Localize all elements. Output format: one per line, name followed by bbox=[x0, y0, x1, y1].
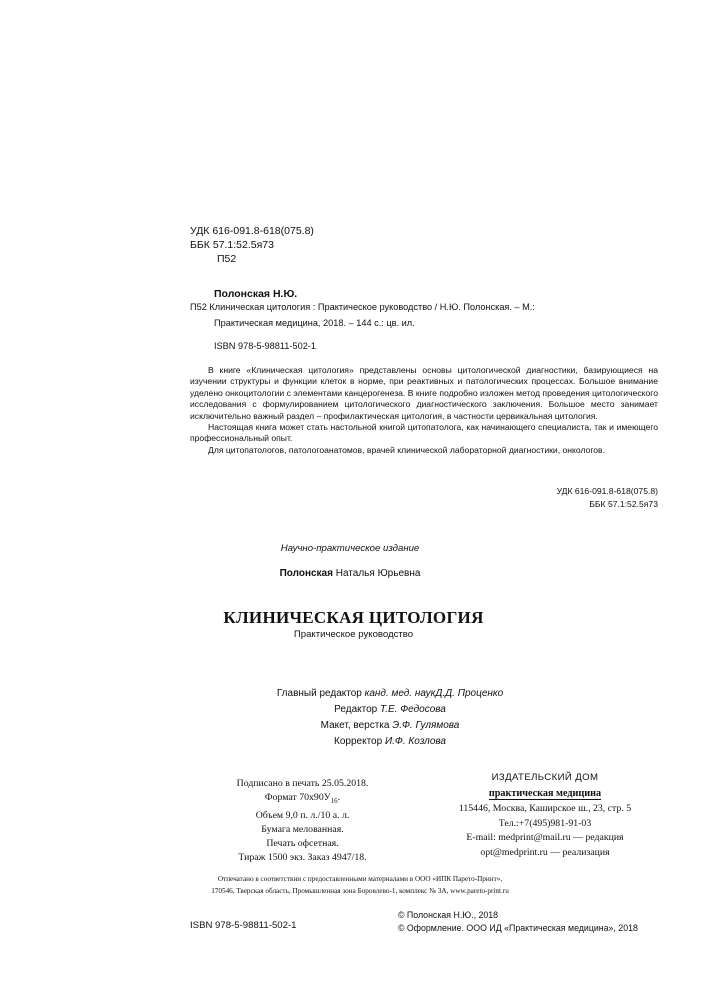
isbn-top: ISBN 978-5-98811-502-1 bbox=[214, 341, 316, 351]
bbk-code: ББК 57.1:52.5я73 bbox=[190, 239, 274, 251]
annotation-paragraph-2: Настоящая книга может стать настольной книгой цитопатолога, как начинающего специалиста, так и имеющего профессиональный опыт. bbox=[190, 422, 658, 444]
annotation-paragraph-1: В книге «Клиническая цитология» представлены основы цитологической диагностики, базирующиеся на изучении структуры и функции клеток в норме, при реактивных и патологических процессах. Большое внимание уделено онкоцитологии с элементами канцерогенеза. В книге подробно изложен метод проведения цитологического исследования с формулированием цитологического диагностического заключения. Большое место занимает исключительно важный раздел – профилактическая цитология, в частности цервикальная цитология. bbox=[190, 365, 658, 421]
book-subtitle: Практическое руководство bbox=[293, 629, 414, 640]
printed-note-line-2: 170546, Тверская область, Промышленная зона Боровлево-1, комплекс № 3А, www.pareto-print.ru bbox=[211, 887, 509, 895]
publisher-address: 115446, Москва, Каширское ш., 23, стр. 5 bbox=[458, 803, 632, 814]
annotation-paragraph-3: Для цитопатологов, патологоанатомов, врачей клинической лабораторной диагностики, онкологов. bbox=[208, 444, 606, 455]
publisher-email-sales: opt@medprint.ru — реализация bbox=[480, 846, 610, 858]
credit-chief-editor bbox=[200, 686, 580, 702]
book-title: КЛИНИЧЕСКАЯ ЦИТОЛОГИЯ bbox=[223, 608, 484, 627]
bibliographic-line-2: Практическая медицина, 2018. – 144 с.: цв. ил. bbox=[214, 318, 415, 328]
copyright-author: © Полонская Н.Ю., 2018 bbox=[398, 910, 499, 920]
publisher-block bbox=[440, 771, 650, 860]
printed-note-line-1: Отпечатано в соответствии с предоставленными материалами в ООО «ИПК Парето-Принт», bbox=[217, 875, 503, 883]
imprint-print: Печать офсетная. bbox=[266, 838, 339, 850]
bibliographic-line-1: П52 Клиническая цитология : Практическое руководство / Н.Ю. Полонская. – М.: bbox=[190, 302, 535, 312]
copyright-publisher: © Оформление. ООО ИД «Практическая медицина», 2018 bbox=[398, 923, 638, 933]
imprint-format: Формат $70x90У_{16}$. bbox=[264, 792, 341, 806]
credit-role: Корректор bbox=[334, 736, 385, 747]
isbn-bottom: ISBN 978-5-98811-502-1 bbox=[190, 920, 297, 931]
credit-role: Макет, верстка bbox=[320, 720, 393, 731]
publisher-phone: Тел.:+7(495)981-91-03 bbox=[498, 817, 592, 829]
credit-name: канд. мед. наукД.Д. Проценко bbox=[364, 688, 504, 699]
credits bbox=[200, 686, 580, 750]
bbk-right: ББК 57.1:52.5я73 bbox=[589, 499, 658, 509]
udk-right: УДК 616-091.8-618(075.8) bbox=[556, 486, 658, 496]
credit-proofreader bbox=[200, 734, 580, 750]
credit-name: И.Ф. Козлова bbox=[384, 736, 446, 747]
publisher-email-editorial: E-mail: medprint@mail.ru — редакция bbox=[466, 832, 624, 844]
imprint-signed: Подписано в печать 25.05.2018. bbox=[236, 778, 369, 789]
publisher-label: ИЗДАТЕЛЬСКИЙ ДОМ bbox=[491, 772, 599, 783]
publisher-name: практическая медицина bbox=[488, 788, 602, 799]
author-given-name: Наталья Юрьевна bbox=[332, 568, 421, 579]
credit-name: Т.Е. Федосова bbox=[379, 704, 446, 715]
author-heading: Полонская Н.Ю. bbox=[214, 288, 298, 300]
imprint-format-dot: . bbox=[337, 792, 341, 804]
credit-editor bbox=[200, 702, 580, 718]
author-mark: П52 bbox=[217, 253, 237, 265]
imprint-info bbox=[200, 777, 405, 866]
credit-layout bbox=[200, 718, 580, 734]
imprint-circulation: Тираж 1500 экз. Заказ 4947/18. bbox=[238, 852, 367, 864]
author-full-name bbox=[200, 568, 500, 579]
udk-code: УДК 616-091.8-618(075.8) bbox=[190, 225, 314, 237]
credit-role: Главный редактор bbox=[276, 688, 365, 699]
publisher-name-wrap bbox=[440, 785, 650, 802]
annotation bbox=[190, 365, 658, 456]
credit-role: Редактор bbox=[334, 704, 380, 715]
credit-name: Э.Ф. Гулямова bbox=[392, 720, 460, 731]
imprint-format-sub: 16 bbox=[330, 797, 338, 806]
author-surname: Полонская bbox=[279, 568, 333, 579]
imprint-paper: Бумага мелованная. bbox=[261, 823, 344, 835]
edition-type: Научно-практическое издание bbox=[280, 543, 420, 554]
imprint-volume: Объем 9,0 п. л./10 а. л. bbox=[255, 809, 350, 821]
